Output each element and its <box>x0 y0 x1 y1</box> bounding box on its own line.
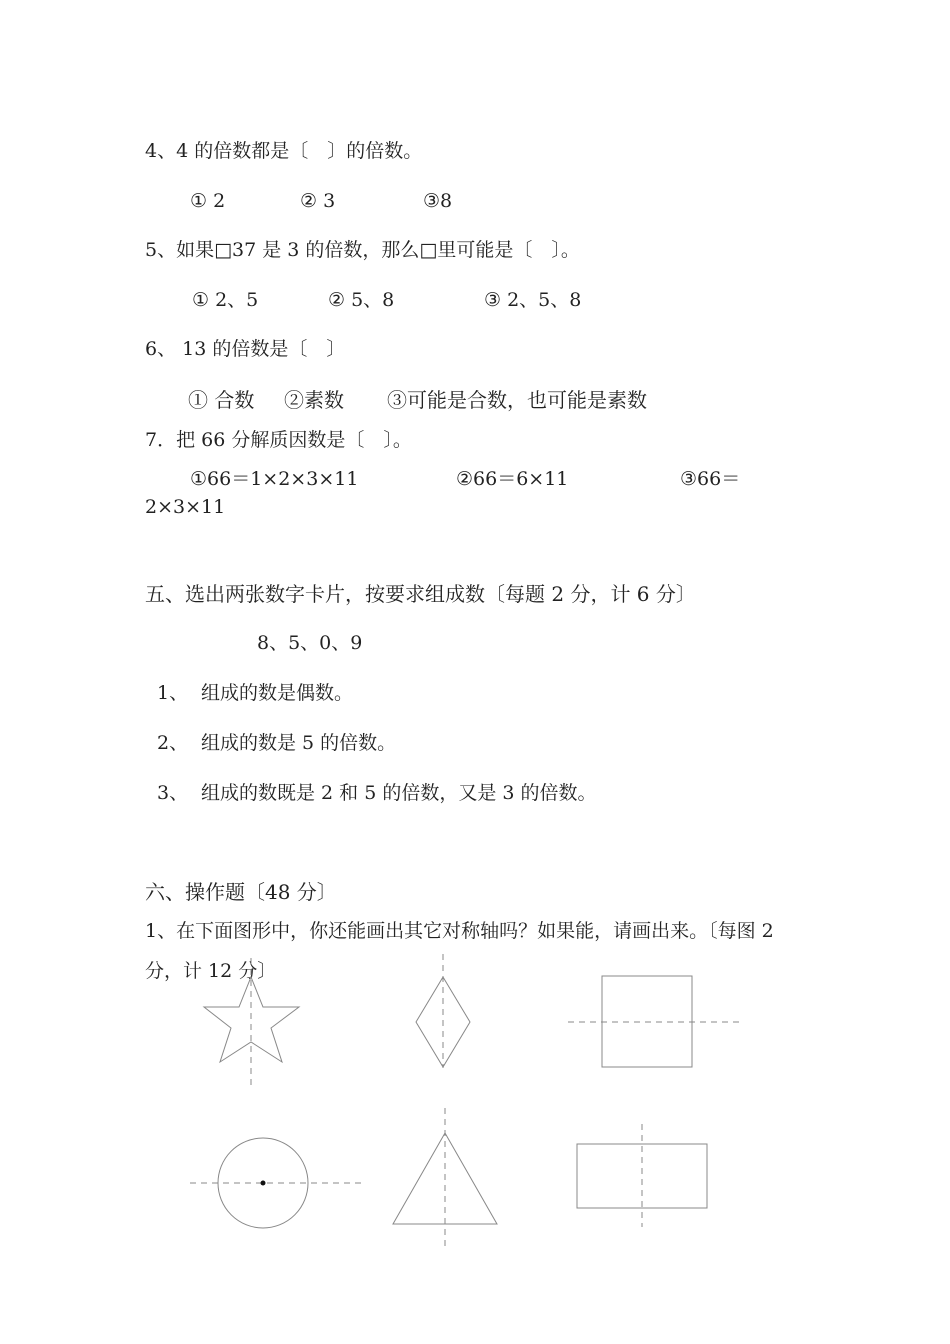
q5-option-1: ① 2、5 <box>192 289 259 311</box>
triangle-figure <box>393 1108 497 1246</box>
star-figure <box>204 958 299 1088</box>
s5-item-3-text: 组成的数既是 2 和 5 的倍数，又是 3 的倍数。 <box>201 782 597 804</box>
circle-figure <box>190 1138 363 1228</box>
q6-option-1: ① 合数 <box>188 388 255 412</box>
s5-item-2-text: 组成的数是 5 的倍数。 <box>201 732 397 754</box>
s5-item-2-number: 2、 <box>157 732 189 754</box>
s5-item-1-number: 1、 <box>157 682 189 704</box>
q4-option-3: ③8 <box>423 190 453 212</box>
s5-item-3-number: 3、 <box>157 782 189 804</box>
s5-item-1-text: 组成的数是偶数。 <box>201 682 354 704</box>
q4-option-2: ② 3 <box>300 190 336 212</box>
rectangle-shape <box>577 1144 707 1208</box>
q5-option-2: ② 5、8 <box>328 289 395 311</box>
question-6: 6、 13 的倍数是〔 〕 <box>145 338 346 360</box>
section-5-title: 五、选出两张数字卡片，按要求组成数〔每题 2 分，计 6 分〕 <box>145 582 696 606</box>
q4-option-1: ① 2 <box>190 190 226 212</box>
section-6-title: 六、操作题〔48 分〕 <box>145 880 337 904</box>
q7-option-1: ①66＝1×2×3×11 <box>190 468 359 490</box>
rhombus-figure <box>416 954 470 1068</box>
question-5: 5、如果□37 是 3 的倍数，那么□里可能是〔 〕。 <box>145 239 580 261</box>
rectangle-figure <box>577 1124 707 1227</box>
q7-option-3-continued: 2×3×11 <box>145 496 226 518</box>
q7-option-2: ②66＝6×11 <box>456 468 569 490</box>
q5-option-3: ③ 2、5、8 <box>484 289 582 311</box>
q6-option-2: ②素数 <box>284 388 344 412</box>
s6-question-1-line-2: 分，计 12 分〕 <box>145 960 277 982</box>
number-cards: 8、5、0、9 <box>257 632 363 654</box>
question-7: 7．把 66 分解质因数是〔 〕。 <box>145 429 412 451</box>
circle-center-dot <box>261 1181 266 1186</box>
question-4: 4、4 的倍数都是〔 〕的倍数。 <box>145 140 423 162</box>
square-figure <box>568 976 742 1067</box>
s6-question-1-line-1: 1、在下面图形中，你还能画出其它对称轴吗？如果能，请画出来。〔每图 2 <box>145 920 774 942</box>
q7-option-3: ③66＝ <box>680 468 741 490</box>
q6-option-3: ③可能是合数，也可能是素数 <box>387 388 647 412</box>
